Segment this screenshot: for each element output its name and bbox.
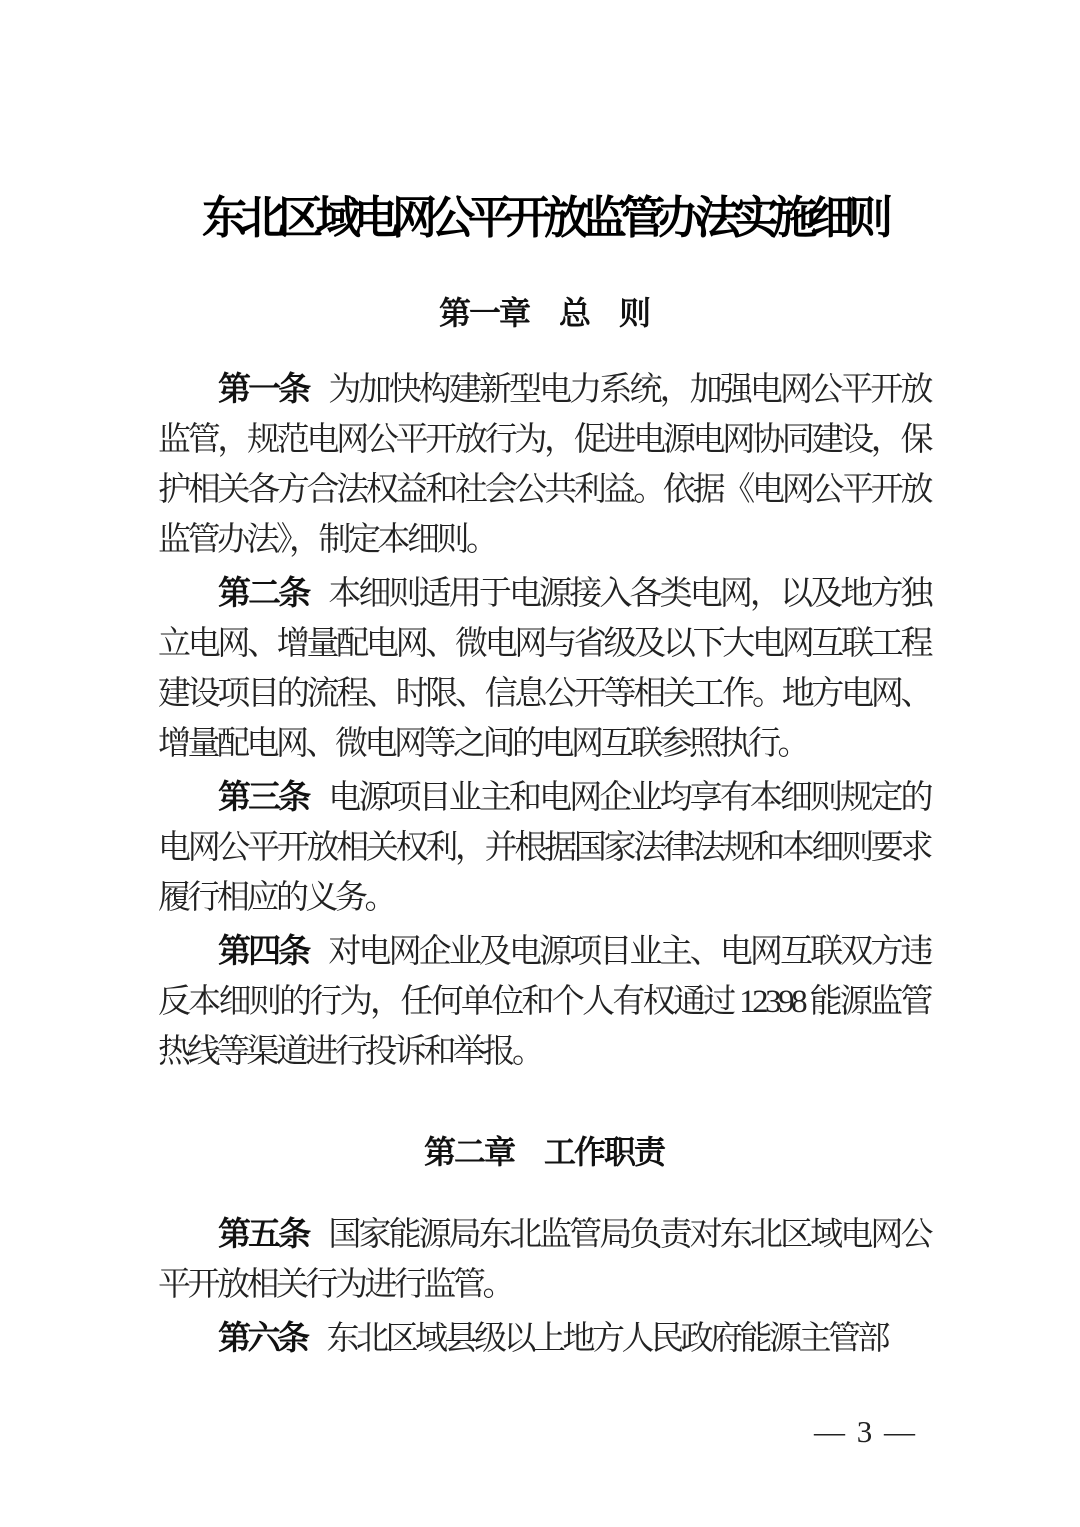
article-4-label: 第四条 <box>218 934 309 970</box>
article-3-text: 电源项目业主和电网企业均享有本细则规定的电网公平开放相关权利，并根据国家法律法规和本细则要求履行相应的义务。 <box>158 780 931 916</box>
article-5-paragraph <box>158 1210 930 1310</box>
article-3-label: 第三条 <box>218 780 309 816</box>
article-5-label: 第五条 <box>218 1217 309 1253</box>
document-title-text: 东北区域电网公平开放监管办法实施细则 <box>201 193 886 243</box>
article-6-label: 第六条 <box>218 1321 307 1357</box>
article-2-label: 第二条 <box>218 576 309 612</box>
chapter-1-body <box>158 365 930 1077</box>
article-4-text: 对电网企业及电源项目业主、电网互联双方违反本细则的行为，任何单位和个人有权通过 12398 能源监管热线等渠道进行投诉和举报。 <box>158 934 931 1070</box>
article-1-label: 第一条 <box>218 372 309 408</box>
document-content <box>158 0 930 1368</box>
article-4-paragraph <box>158 927 930 1077</box>
page-number: — 3 — <box>814 1414 917 1449</box>
article-1-text: 为加快构建新型电力系统，加强电网公平开放监管，规范电网公平开放行为，促进电源电网协同建设，保护相关各方合法权益和社会公共利益。依据《电网公平开放监管办法》，制定本细则。 <box>158 372 931 558</box>
article-5-text: 国家能源局东北监管局负责对东北区域电网公平开放相关行为进行监管。 <box>158 1217 931 1303</box>
article-2-text: 本细则适用于电源接入各类电网，以及地方独立电网、增量配电网、微电网与省级及以下大电网互联工程建设项目的流程、时限、信息公开等相关工作。地方电网、增量配电网、微电网等之间的电网互联参照执行。 <box>158 576 931 762</box>
article-3-paragraph <box>158 773 930 923</box>
article-2-paragraph <box>158 569 930 769</box>
chapter-2-body <box>158 1210 930 1364</box>
article-6-paragraph <box>158 1314 930 1364</box>
article-6-text: 东北区域县级以上地方人民政府能源主管部 <box>326 1321 887 1357</box>
document-title <box>158 193 930 243</box>
chapter-1-heading: 第一章 总 则 <box>438 295 649 331</box>
chapter-2-heading: 第二章 工作职责 <box>423 1134 664 1170</box>
article-1-paragraph <box>158 365 930 565</box>
